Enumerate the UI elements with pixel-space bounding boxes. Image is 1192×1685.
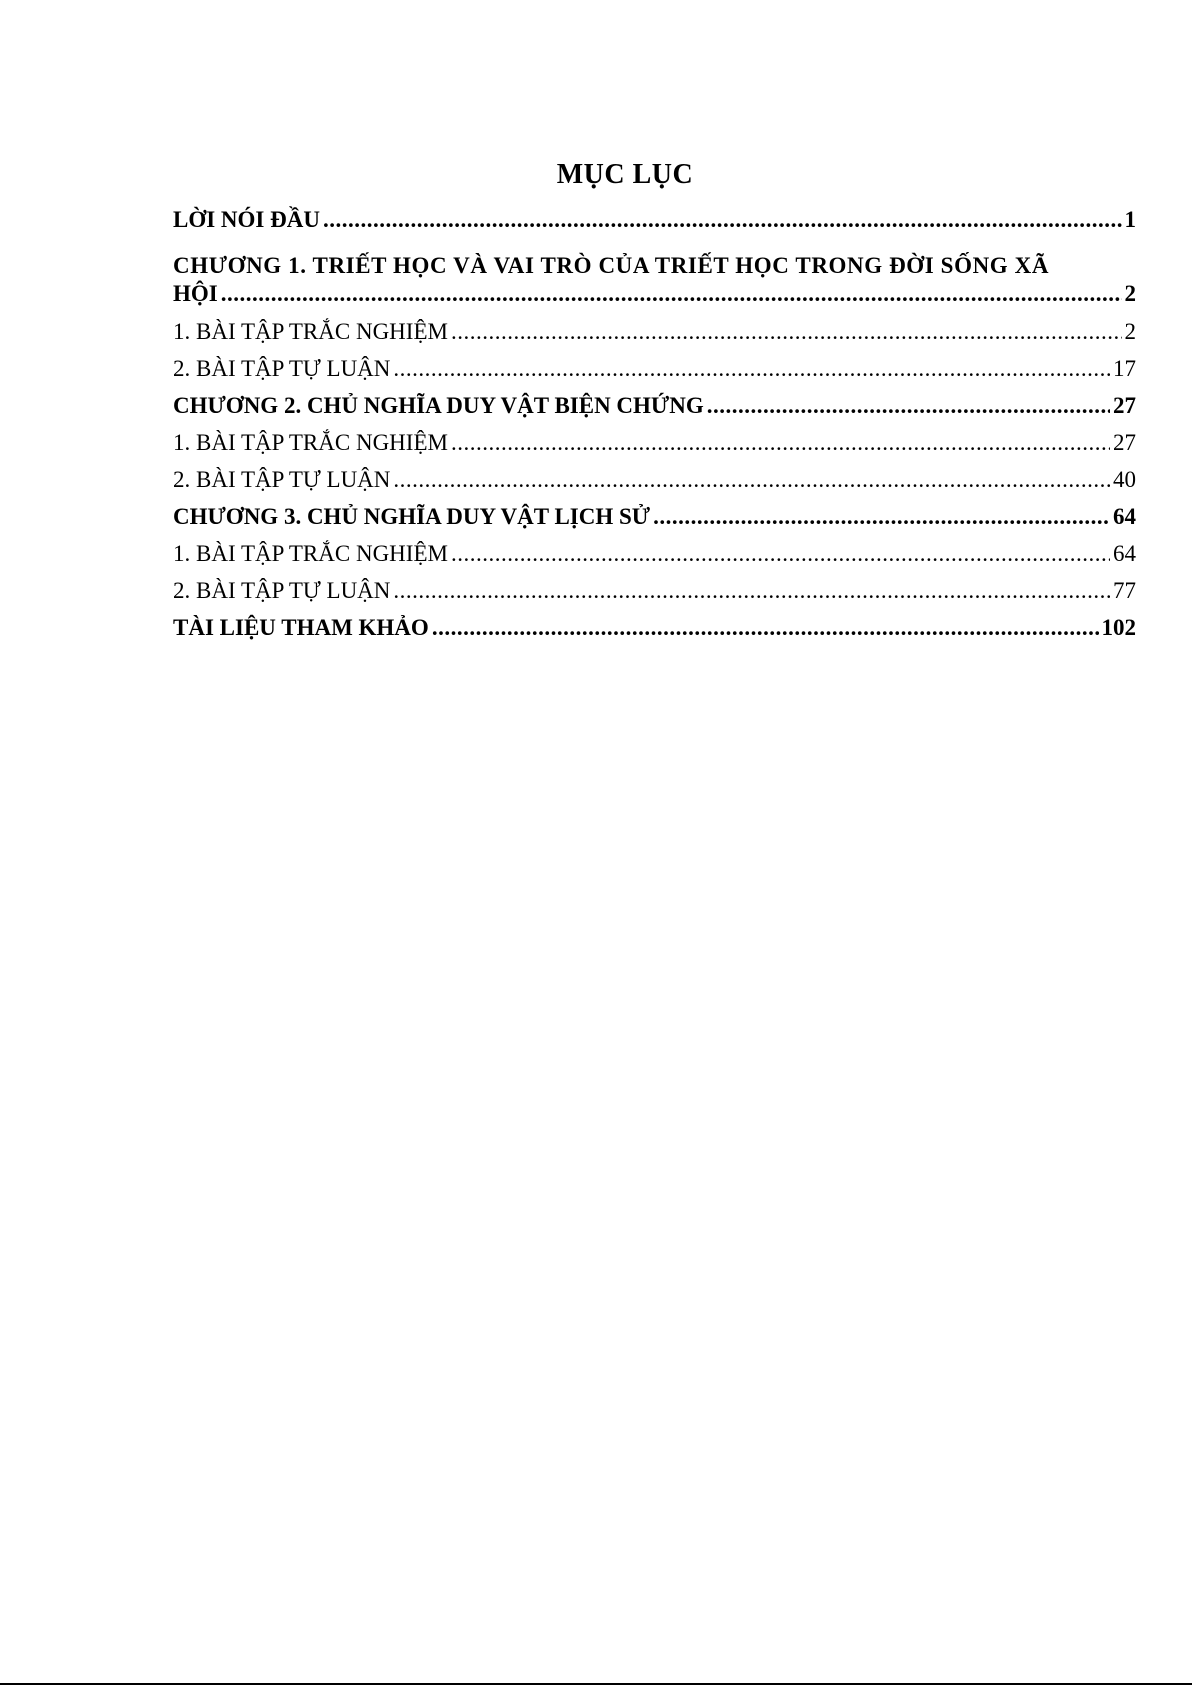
toc-entry-page: 27 <box>1113 430 1136 455</box>
toc-entry-page: 2 <box>1124 319 1136 344</box>
toc-entry-page: 64 <box>1113 541 1136 566</box>
dot-leader <box>393 466 1110 494</box>
toc-entry-ch2-multiple-choice[interactable] <box>173 429 1136 457</box>
toc-entry-page: 102 <box>1101 615 1136 640</box>
toc-entry-page: 2 <box>1124 281 1136 306</box>
dot-leader <box>653 503 1110 531</box>
toc-entry-label: 1. BÀI TẬP TRẮC NGHIỆM <box>173 541 448 566</box>
toc-entry-ch1-essay[interactable] <box>173 355 1136 383</box>
toc-entry-label: 2. BÀI TẬP TỰ LUẬN <box>173 467 391 492</box>
toc-entry-label: LỜI NÓI ĐẦU <box>173 207 320 232</box>
toc-entry-page: 40 <box>1113 467 1136 492</box>
toc-entry-chapter-2[interactable] <box>173 392 1136 420</box>
table-of-contents <box>173 200 1136 640</box>
toc-entry-label: 2. BÀI TẬP TỰ LUẬN <box>173 578 391 603</box>
toc-entry-page: 1 <box>1124 207 1136 232</box>
dot-leader <box>451 429 1110 457</box>
toc-entry-ch2-essay[interactable] <box>173 466 1136 494</box>
dot-leader <box>451 540 1110 568</box>
dot-leader <box>451 318 1122 346</box>
dot-leader <box>393 577 1110 605</box>
toc-entry-ch1-multiple-choice[interactable] <box>173 318 1136 346</box>
toc-entry-label: HỘI <box>173 281 218 306</box>
dot-leader <box>221 280 1122 308</box>
toc-entry-label: 2. BÀI TẬP TỰ LUẬN <box>173 356 391 381</box>
toc-entry-ch3-essay[interactable] <box>173 577 1136 605</box>
toc-entry-label: CHƯƠNG 3. CHỦ NGHĨA DUY VẬT LỊCH SỬ <box>173 504 651 529</box>
toc-heading: MỤC LỤC <box>556 159 694 190</box>
toc-entry-label: 1. BÀI TẬP TRẮC NGHIỆM <box>173 319 448 344</box>
toc-entry-page: 77 <box>1113 578 1136 603</box>
toc-entry-label: TÀI LIỆU THAM KHẢO <box>173 615 429 640</box>
dot-leader <box>432 614 1099 642</box>
toc-entry-ch3-multiple-choice[interactable] <box>173 540 1136 568</box>
toc-entry-preface[interactable] <box>173 206 1136 234</box>
toc-entry-label: CHƯƠNG 2. CHỦ NGHĨA DUY VẬT BIỆN CHỨNG <box>173 393 704 418</box>
toc-entry-page: 27 <box>1113 393 1136 418</box>
toc-entry-label-line1: CHƯƠNG 1. TRIẾT HỌC VÀ VAI TRÒ CỦA TRIẾT HỌC TRONG ĐỜI SỐNG XÃ <box>173 253 1050 278</box>
dot-leader <box>707 392 1110 420</box>
toc-entry-page: 64 <box>1113 504 1136 529</box>
toc-entry-label: 1. BÀI TẬP TRẮC NGHIỆM <box>173 430 448 455</box>
toc-entry-references[interactable] <box>173 614 1136 642</box>
toc-entry-chapter-3[interactable] <box>173 503 1136 531</box>
dot-leader <box>393 355 1110 383</box>
toc-entry-page: 17 <box>1113 356 1136 381</box>
dot-leader <box>323 206 1122 234</box>
toc-entry-chapter-1[interactable] <box>173 252 1136 308</box>
